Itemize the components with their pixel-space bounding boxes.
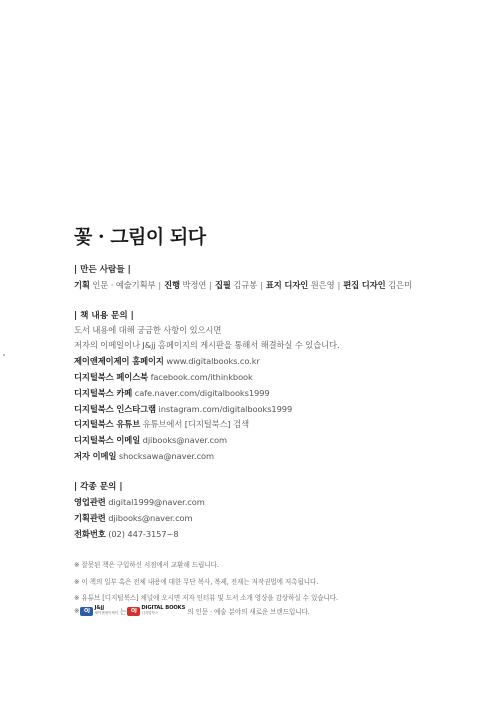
digitalbooks-logo-icon: OJ bbox=[127, 607, 140, 616]
phone-number: (02) 447-3157~8 bbox=[108, 529, 179, 539]
facebook-link[interactable]: facebook.com/ithinkbook bbox=[150, 372, 253, 382]
cafe-link[interactable]: cafe.naver.com/digitalbooks1999 bbox=[134, 388, 270, 398]
credit-role-layout: 편집 디자인 bbox=[343, 280, 386, 290]
note-youtube: ※ 유튜브 [디지털북스] 채널에 오시면 저자 인터뷰 및 도서 소개 영상을 감상하실 수 있습니다. bbox=[74, 594, 339, 602]
homepage-link[interactable]: www.digitalbooks.co.kr bbox=[166, 356, 260, 366]
page-speck bbox=[3, 354, 5, 356]
jjj-logo-icon: OJ bbox=[80, 607, 93, 616]
digitalbooks-logo-text: DIGITAL BOOKS 디지털북스 bbox=[141, 605, 186, 615]
inquiry-intro-2: 저자의 이메일이나 J&jj 홈페이지의 게시판을 통해서 해결하실 수 있습니다. bbox=[74, 340, 340, 350]
youtube-text: 유튜브에서 [디지털북스] 검색 bbox=[142, 419, 249, 429]
author-email-link[interactable]: shocksawa@naver.com bbox=[118, 451, 214, 461]
various-heading: | 각종 문의 | bbox=[74, 482, 123, 492]
jjj-logo-text: J&jj 제이앤제이제이 bbox=[94, 605, 119, 615]
credit-role-planning: 기획 bbox=[74, 280, 90, 290]
credit-role-writing: 집필 bbox=[214, 280, 231, 290]
contact-phone: 전화번호 (02) 447-3157~8 bbox=[74, 529, 179, 539]
contact-email: 디지털북스 이메일 djibooks@naver.com bbox=[74, 435, 227, 445]
credit-name-progress: 박정연 bbox=[182, 280, 207, 290]
note-brand: ※ OJ J&jj 제이앤제이제이 는 OJ DIGITAL BOOKS 디지털북스 의 인문 · 예술 분야의 새로운 브랜드입니다. bbox=[74, 605, 310, 616]
credits-line: 기획 인문 · 예술기획부 | 진행 박정연 | 집필 김규봉 | 표지 디자인 원은영 | 편집 디자인 김은미 bbox=[74, 280, 412, 290]
note-exchange: ※ 잘못된 책은 구입하신 서점에서 교환해 드립니다. bbox=[74, 561, 219, 569]
inquiry-heading: | 책 내용 문의 | bbox=[74, 311, 134, 321]
credit-name-planning: 인문 · 예술기획부 bbox=[92, 280, 156, 290]
sales-email-link[interactable]: digital1999@naver.com bbox=[108, 497, 205, 507]
contact-facebook: 디지털북스 페이스북 facebook.com/ithinkbook bbox=[74, 372, 253, 382]
credit-name-writing: 김규봉 bbox=[233, 280, 258, 290]
contact-youtube: 디지털북스 유튜브 유튜브에서 [디지털북스] 검색 bbox=[74, 419, 249, 429]
email-link[interactable]: djibooks@naver.com bbox=[142, 435, 227, 445]
contact-homepage: 제이앤제이제이 홈페이지 www.digitalbooks.co.kr bbox=[74, 356, 260, 366]
contact-author-email: 저자 이메일 shocksawa@naver.com bbox=[74, 451, 214, 461]
inquiry-intro-1: 도서 내용에 대해 궁금한 사항이 있으시면 bbox=[74, 325, 222, 335]
contact-instagram: 디지털북스 인스타그램 instagram.com/digitalbooks1999 bbox=[74, 404, 293, 414]
note-copyright: ※ 이 책의 일부 혹은 전체 내용에 대한 무단 복사, 복제, 전재는 저작권법에 저촉됩니다. bbox=[74, 578, 319, 586]
credits-heading: | 만든 사람들 | bbox=[74, 265, 131, 275]
credit-name-layout: 김은미 bbox=[388, 280, 412, 290]
contact-sales: 영업관련 digital1999@naver.com bbox=[74, 497, 205, 507]
book-title: 꽃 · 그림이 되다 bbox=[74, 226, 206, 248]
credit-name-cover: 원은영 bbox=[310, 280, 335, 290]
credit-role-progress: 진행 bbox=[164, 280, 180, 290]
contact-cafe: 디지털북스 카페 cafe.naver.com/digitalbooks1999 bbox=[74, 388, 270, 398]
instagram-link[interactable]: instagram.com/digitalbooks1999 bbox=[158, 404, 293, 414]
credit-role-cover: 표지 디자인 bbox=[265, 280, 309, 290]
planning-email-link[interactable]: djibooks@naver.com bbox=[108, 513, 193, 523]
contact-planning: 기획관련 djibooks@naver.com bbox=[74, 513, 193, 523]
